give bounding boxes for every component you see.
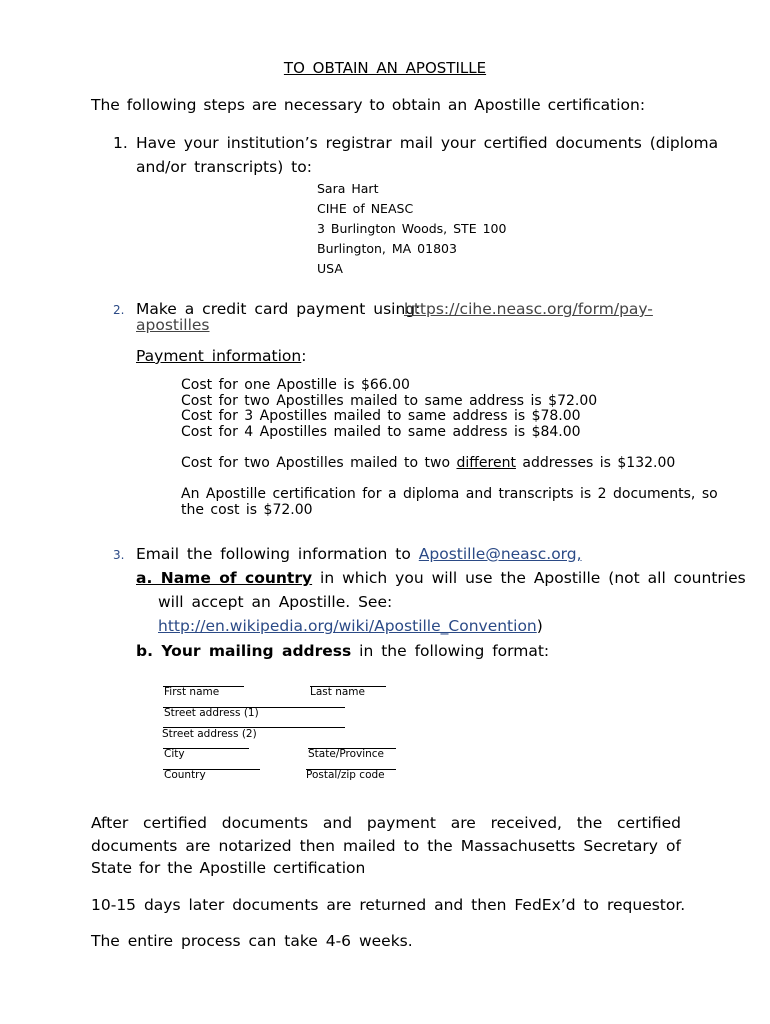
step3b-line [136,642,549,660]
address-line-org: CIHE of NEASC [317,201,414,216]
cost-different-post: addresses is $132.00 [515,455,676,471]
country-label: Country [164,769,206,781]
payment-heading [136,347,306,365]
cost-different-addresses [181,456,675,472]
page-title: TO OBTAIN AN APOSTILLE [283,59,487,77]
step2-number: 2. [113,303,125,317]
step2-text: Make a credit card payment using: [136,300,421,318]
cost-note-line2: the cost is $72.00 [181,502,313,518]
step3-number: 3. [113,548,125,562]
step1-line2: and/or transcripts) to: [136,158,312,176]
wikipedia-link[interactable]: http://en.wikipedia.org/wiki/Apostille_Convention [158,617,537,635]
step3a-line1 [136,569,746,587]
address-line-name: Sara Hart [317,181,379,196]
cost-line-2: Cost for two Apostilles mailed to same address is $72.00 [181,393,598,409]
cost-line-3: Cost for 3 Apostilles mailed to same address is $78.00 [181,408,581,424]
city-label: City [164,748,185,760]
first-name-label: First name [164,686,220,698]
cost-line-1: Cost for one Apostille is $66.00 [181,377,410,393]
address-line-country: USA [317,261,343,276]
lead-sentence: The following steps are necessary to obtain an Apostille certification: [91,96,646,114]
street1-label: Street address (1) [164,707,259,719]
process-paragraph: After certified documents and payment are received, the certified documents are notarized then mailed to the Massachusetts Secretary of State for the Apostille certification [91,814,681,877]
step3a-line2: will accept an Apostille. See: [158,593,393,611]
cost-line-4: Cost for 4 Apostilles mailed to same address is $84.00 [181,424,581,440]
step1-line1: Have your institution’s registrar mail your certified documents (diploma [136,134,719,152]
cost-note-line1: An Apostille certification for a diploma and transcripts is 2 documents, so [181,486,718,502]
state-label: State/Province [308,748,385,760]
different-word: different [456,455,516,471]
street2-label: Street address (2) [162,728,257,740]
address-line-street: 3 Burlington Woods, STE 100 [317,221,507,236]
step3a-line3 [158,617,543,635]
mailing-address-label: b. Your mailing address [136,642,352,660]
payment-heading-colon: : [301,347,307,365]
duration-paragraph: The entire process can take 4-6 weeks. [91,932,413,950]
step1-number: 1. [113,134,128,152]
return-paragraph: 10-15 days later documents are returned and then FedEx’d to requestor. [91,896,686,914]
email-link[interactable]: Apostille@neasc.org, [418,545,582,563]
step3b-text: in the following format: [351,642,550,660]
step3a-close-paren: ) [536,617,543,635]
payment-heading-text: Payment information [136,347,302,365]
last-name-label: Last name [310,686,365,698]
step3-text-lead: Email the following information to [136,545,419,563]
name-of-country-label: a. Name of country [136,569,313,587]
address-line-city: Burlington, MA 01803 [317,241,457,256]
step3-text [136,545,582,563]
payment-link-continued[interactable]: apostilles [136,316,210,334]
payment-link[interactable]: https://cihe.neasc.org/form/pay- [404,300,653,318]
postal-label: Postal/zip code [306,769,385,781]
step3a-text: in which you will use the Apostille (not all countries [312,569,746,587]
cost-different-pre: Cost for two Apostilles mailed to two [181,455,457,471]
